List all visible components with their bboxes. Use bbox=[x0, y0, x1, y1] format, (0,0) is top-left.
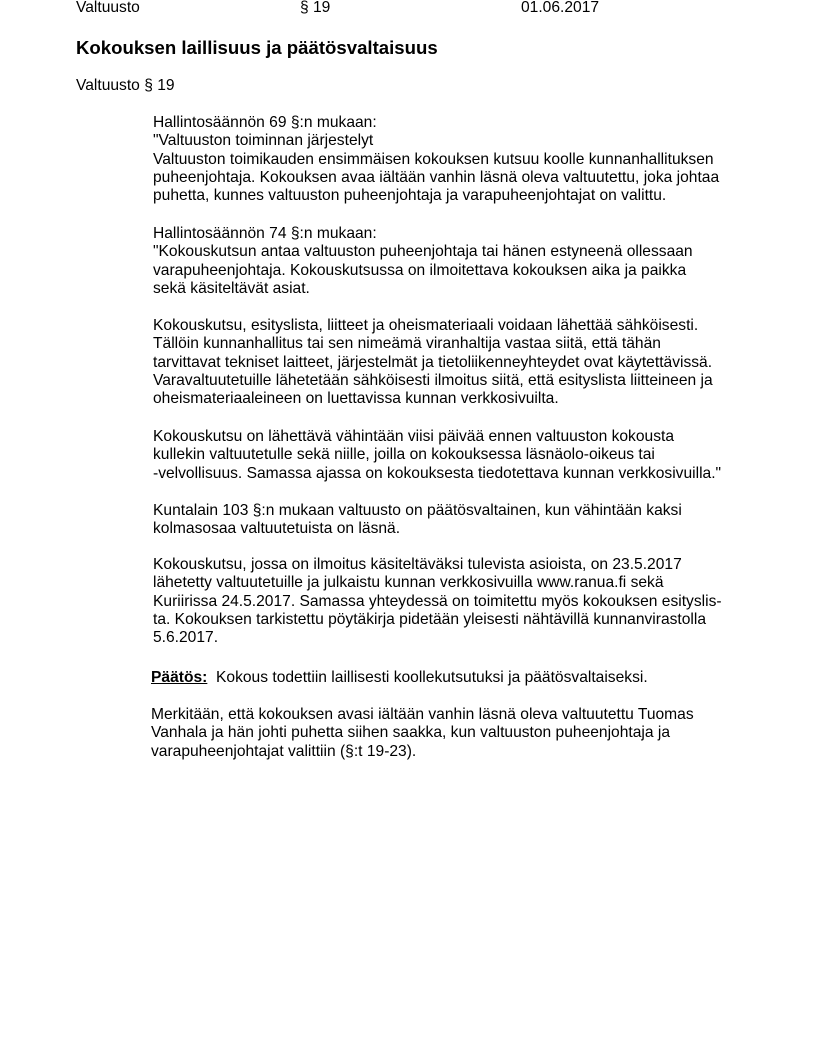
text-line: oheismateriaaleineen on luettavissa kunnan verkkosivuilta. bbox=[153, 390, 559, 408]
text-line: lähetetty valtuutetuille ja julkaistu kunnan verkkosivuilla www.ranua.fi sekä bbox=[153, 574, 664, 592]
text-line: "Kokouskutsun antaa valtuuston puheenjohtaja tai hänen estyneenä ollessaan bbox=[153, 243, 693, 261]
text-line: tarvittavat tekniset laitteet, järjestelmät ja tietoliikenneyhteydet ovat käytettävissä. bbox=[153, 353, 713, 371]
text-line: Kokouskutsu on lähettävä vähintään viisi päivää ennen valtuuston kokousta bbox=[153, 428, 675, 445]
text-line: -velvollisuus. Samassa ajassa on kokouksesta tiedotettava kunnan verkkosivuilla." bbox=[153, 464, 722, 482]
paragraph-notice-period bbox=[153, 428, 753, 483]
text-line: ta. Kokouksen tarkistettu pöytäkirja pidetään yleisesti nähtävillä kunnanvirastolla bbox=[153, 610, 707, 628]
paragraph-admin-rules-74 bbox=[153, 225, 753, 298]
text-line: Merkitään, että kokouksen avasi iältään vanhin läsnä oleva valtuutettu Tuomas bbox=[151, 706, 694, 723]
text-line: kolmasosaa valtuutetuista on läsnä. bbox=[153, 520, 401, 538]
text-line: varapuheenjohtajat valittiin (§:t 19-23). bbox=[151, 742, 417, 760]
decision bbox=[151, 669, 751, 687]
paragraph-invitation-sent bbox=[153, 556, 753, 647]
text-line: Valtuuston toimikauden ensimmäisen kokouksen kutsuu koolle kunnanhallituksen bbox=[153, 150, 714, 168]
text-line: "Valtuuston toiminnan järjestelyt bbox=[153, 132, 374, 150]
text-line: puhetta, kunnes valtuuston puheenjohtaja ja varapuheenjohtajat on valittu. bbox=[153, 187, 667, 205]
text-line: Hallintosäännön 74 §:n mukaan: bbox=[153, 225, 377, 242]
text-line: varapuheenjohtaja. Kokouskutsussa on ilmoitettava kokouksen aika ja paikka bbox=[153, 261, 687, 279]
paragraph-electronic-delivery bbox=[153, 317, 753, 408]
paragraph-quorum bbox=[153, 502, 753, 539]
text-line: sekä käsiteltävät asiat. bbox=[153, 279, 310, 297]
section-reference: Valtuusto § 19 bbox=[76, 77, 175, 94]
decision-line bbox=[151, 669, 751, 687]
text-line: puheenjohtaja. Kokouksen avaa iältään vanhin läsnä oleva valtuutettu, joka johtaa bbox=[153, 168, 720, 186]
decision-label: Päätös: bbox=[151, 669, 208, 686]
text-line: Varavaltuutetuille lähetetään sähköisesti ilmoitus siitä, että esityslista liitteineen ja bbox=[153, 371, 713, 389]
text-line: Tällöin kunnanhallitus tai sen nimeämä viranhaltija vastaa siitä, että tähän bbox=[153, 335, 661, 353]
header-section: § 19 bbox=[300, 0, 331, 16]
header-date: 01.06.2017 bbox=[521, 0, 600, 16]
paragraph-note bbox=[151, 706, 751, 761]
page-title: Kokouksen laillisuus ja päätösvaltaisuus bbox=[76, 37, 438, 58]
text-line: kullekin valtuutetulle sekä niille, joilla on kokouksessa läsnäolo-oikeus tai bbox=[153, 446, 655, 464]
paragraph-admin-rules-69 bbox=[153, 114, 753, 205]
decision-text: Kokous todettiin laillisesti koollekutsutuksi ja päätösvaltaiseksi. bbox=[216, 669, 648, 686]
header-organ: Valtuusto bbox=[76, 0, 140, 16]
text-line: Vanhala ja hän johti puhetta siihen saakka, kun valtuuston puheenjohtaja ja bbox=[151, 724, 671, 742]
text-line: Kokouskutsu, esityslista, liitteet ja oheismateriaali voidaan lähettää sähköisesti. bbox=[153, 317, 699, 334]
text-line: Kokouskutsu, jossa on ilmoitus käsiteltäväksi tulevista asioista, on 23.5.2017 bbox=[153, 556, 682, 573]
text-line: 5.6.2017. bbox=[153, 629, 219, 647]
text-line: Kuriirissa 24.5.2017. Samassa yhteydessä on toimitettu myös kokouksen esityslis- bbox=[153, 592, 722, 610]
text-line: Kuntalain 103 §:n mukaan valtuusto on päätösvaltainen, kun vähintään kaksi bbox=[153, 502, 682, 519]
text-line: Hallintosäännön 69 §:n mukaan: bbox=[153, 114, 377, 131]
